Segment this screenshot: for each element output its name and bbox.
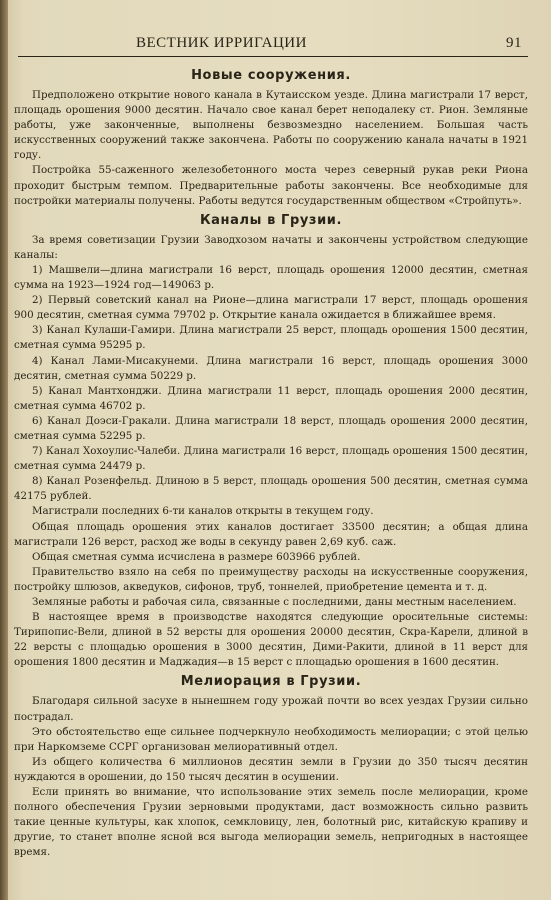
- paragraph: В настоящее время в производстве находятся следующие оросительные системы: Тирипопис-Вели, длиной в 52 версты для орошения 20000 десятин, Скра-Карели, длиной в 22 версты с площадью орошения в 3000 десятин, Дими-Ракити, длиной в 11 верст для орошения 1800 десятин и Маджадия—в 15 верст с площадью орошения в 1600 десятин.: [14, 611, 528, 669]
- section-title-canals: Каналы в Грузии.: [199, 212, 343, 228]
- running-header: [18, 32, 528, 57]
- canal-item: 5) Канал Мантхонджи. Длина магистрали 11 верст, площадь орошения 2000 десятин, сметная сумма 46702 р.: [14, 384, 528, 412]
- paragraph: Магистрали последних 6-ти каналов открыты в текущем году.: [32, 505, 374, 518]
- section-title-new-structures: Новые сооружения.: [191, 68, 351, 83]
- paragraph: Постройка 55-саженного железобетонного моста через северный рукав реки Риона проходит быстрым темпом. Предварительные работы закончены. Все необходимые для постройки материалы получены. Работы ведутся государственным обществом «Стройпуть».: [14, 164, 528, 207]
- page-binding-edge: [0, 0, 8, 900]
- paragraph: Общая площадь орошения этих каналов достигает 33500 десятин; а общая длина магистрали 126 верст, расход же воды в секунду равен 2,69 куб. саж.: [14, 520, 528, 548]
- paragraph: Предположено открытие нового канала в Кутаисском уезде. Длина магистрали 17 верст, площадь орошения 9000 десятин. Начало свое канал берет неподалеку ст. Рион. Земляные работы, уже законченные, выполнены безвозмездно населением. Большая часть искусственных сооружений также закончена. Работы по сооружению канала начаты в 1921 году.: [14, 89, 528, 162]
- paragraph: Это обстоятельство еще сильнее подчеркнуло необходимость мелиорации; с этой целью при Наркомземе ССРГ организован мелиоративный отдел.: [14, 725, 528, 753]
- section-title-melioration: Мелиорация в Грузии.: [180, 674, 362, 690]
- paragraph: Правительство взяло на себя по преимуществу расходы на искусственные сооружения, постройку шлюзов, акведуков, сифонов, труб, тоннелей, приобретение цемента и т. д.: [14, 565, 528, 593]
- paragraph: Земляные работы и рабочая сила, связанные с последними, даны местным населением.: [32, 596, 517, 608]
- paragraph: Общая сметная сумма исчислена в размере 603966 рублей.: [32, 550, 361, 563]
- canal-item: 4) Канал Лами-Мисакунеми. Длина магистрали 16 верст, площадь орошения 3000 десятин, сметная сумма 50229 р.: [14, 354, 528, 382]
- page-number: 91: [506, 35, 522, 51]
- canal-item: 2) Первый советский канал на Рионе—длина магистрали 17 верст, площадь орошения 900 десятин, сметная сумма 79702 р. Открытие канала ожидается в ближайшее время.: [14, 294, 528, 322]
- canal-item: 7) Канал Хохоулис-Чалеби. Длина магистрали 16 верст, площадь орошения 1500 десятин, сметная сумма 24479 р.: [14, 445, 528, 473]
- canal-item: 6) Канал Доэси-Гракали. Длина магистрали 18 верст, площадь орошения 2000 десятин, сметная сумма 52295 р.: [14, 414, 528, 442]
- canal-item: 8) Канал Розенфельд. Длиною в 5 верст, площадь орошения 500 десятин, сметная сумма 42175 рублей.: [14, 475, 528, 503]
- paragraph: Из общего количества 6 миллионов десятин земли в Грузии до 350 тысяч десятин нуждаются в орошении, до 150 тысяч десятин в осушении.: [14, 755, 528, 783]
- paragraph: За время советизации Грузии Заводхозом начаты и закончены устройством следующие каналы:: [14, 233, 528, 261]
- canal-item: 3) Канал Кулаши-Гамири. Длина магистрали 25 верст, площадь орошения 1500 десятин, сметная сумма 95295 р.: [14, 324, 528, 352]
- journal-title: ВЕСТНИК ИРРИГАЦИИ: [136, 35, 307, 51]
- article-body: [14, 64, 528, 861]
- canal-item: 1) Машвели—длина магистрали 16 верст, площадь орошения 12000 десятин, сметная сумма на 1923—1924 год—149063 р.: [14, 263, 528, 292]
- paragraph: Благодаря сильной засухе в нынешнем году урожай почти во всех уездах Грузии сильно пострадал.: [14, 695, 528, 723]
- paragraph: Если принять во внимание, что использование этих земель после мелиорации, кроме полного обеспечения Грузии зерновыми продуктами, даст возможность сильно развить такие ценные культуры, как хлопок, семкловицу, лен, болотный рис, китайскую крапиву и другие, то станет вполне ясной вся выгода мелиорации земель, непригодных в настоящее время.: [14, 786, 528, 859]
